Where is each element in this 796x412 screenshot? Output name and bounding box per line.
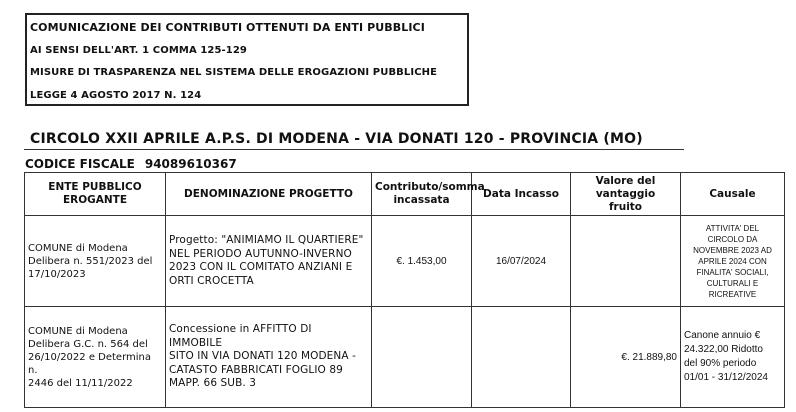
cell-causale: ATTIVITA' DEL CIRCOLO DA NOVEMBRE 2023 AD APRILE 2024 CON FINALITA' SOCIALI, CULTURALI E RICREATIVE (681, 216, 785, 307)
cell-progetto: Progetto: "ANIMIAMO IL QUARTIERE" NEL PERIODO AUTUNNO-INVERNO 2023 CON IL COMITATO ANZIANI E ORTI CROCETTA (166, 216, 372, 307)
contributions-table (24, 172, 785, 408)
header-progetto: DENOMINAZIONE PROGETTO (166, 173, 372, 216)
header-box (25, 13, 469, 106)
codice-fiscale-value: 94089610367 (144, 157, 237, 171)
header-causale: Causale (681, 173, 785, 216)
cell-data: 16/07/2024 (472, 216, 571, 307)
header-ente: ENTE PUBBLICO EROGANTE (25, 173, 166, 216)
header-data: Data Incasso (472, 173, 571, 216)
codice-fiscale (25, 157, 237, 171)
cell-contributo: €. 1.453,00 (372, 216, 472, 307)
cell-ente: COMUNE di Modena Delibera n. 551/2023 del 17/10/2023 (25, 216, 166, 307)
cell-data (472, 307, 571, 408)
header-line-1: COMUNICAZIONE DEI CONTRIBUTI OTTENUTI DA ENTI PUBBLICI (30, 21, 425, 34)
codice-fiscale-label: CODICE FISCALE (25, 157, 135, 171)
cell-valore: €. 21.889,80 (571, 307, 681, 408)
cell-valore (571, 216, 681, 307)
header-line-3: MISURE DI TRASPARENZA NEL SISTEMA DELLE EROGAZIONI PUBBLICHE (30, 67, 438, 78)
cell-causale: Canone annuio € 24.322,00 Ridotto del 90% periodo 01/01 - 31/12/2024 (681, 307, 785, 408)
header-contributo: Contributo/somma incassata (372, 173, 472, 216)
table-row (25, 307, 785, 408)
table-header-row (25, 173, 785, 216)
cell-ente: COMUNE di Modena Delibera G.C. n. 564 del 26/10/2022 e Determina n. 2446 del 11/11/2022 (25, 307, 166, 408)
header-line-2: AI SENSI DELL'ART. 1 COMMA 125-129 (30, 44, 247, 56)
title-underline (24, 149, 684, 150)
header-valore: Valore del vantaggio fruito (571, 173, 681, 216)
header-line-4: LEGGE 4 AGOSTO 2017 N. 124 (30, 89, 202, 101)
organization-title: CIRCOLO XXII APRILE A.P.S. DI MODENA - VIA DONATI 120 - PROVINCIA (MO) (30, 131, 643, 147)
cell-progetto: Concessione in AFFITTO DI IMMOBILE SITO IN VIA DONATI 120 MODENA - CATASTO FABBRICATI FOGLIO 89 MAPP. 66 SUB. 3 (166, 307, 372, 408)
cell-contributo (372, 307, 472, 408)
table-row (25, 216, 785, 307)
